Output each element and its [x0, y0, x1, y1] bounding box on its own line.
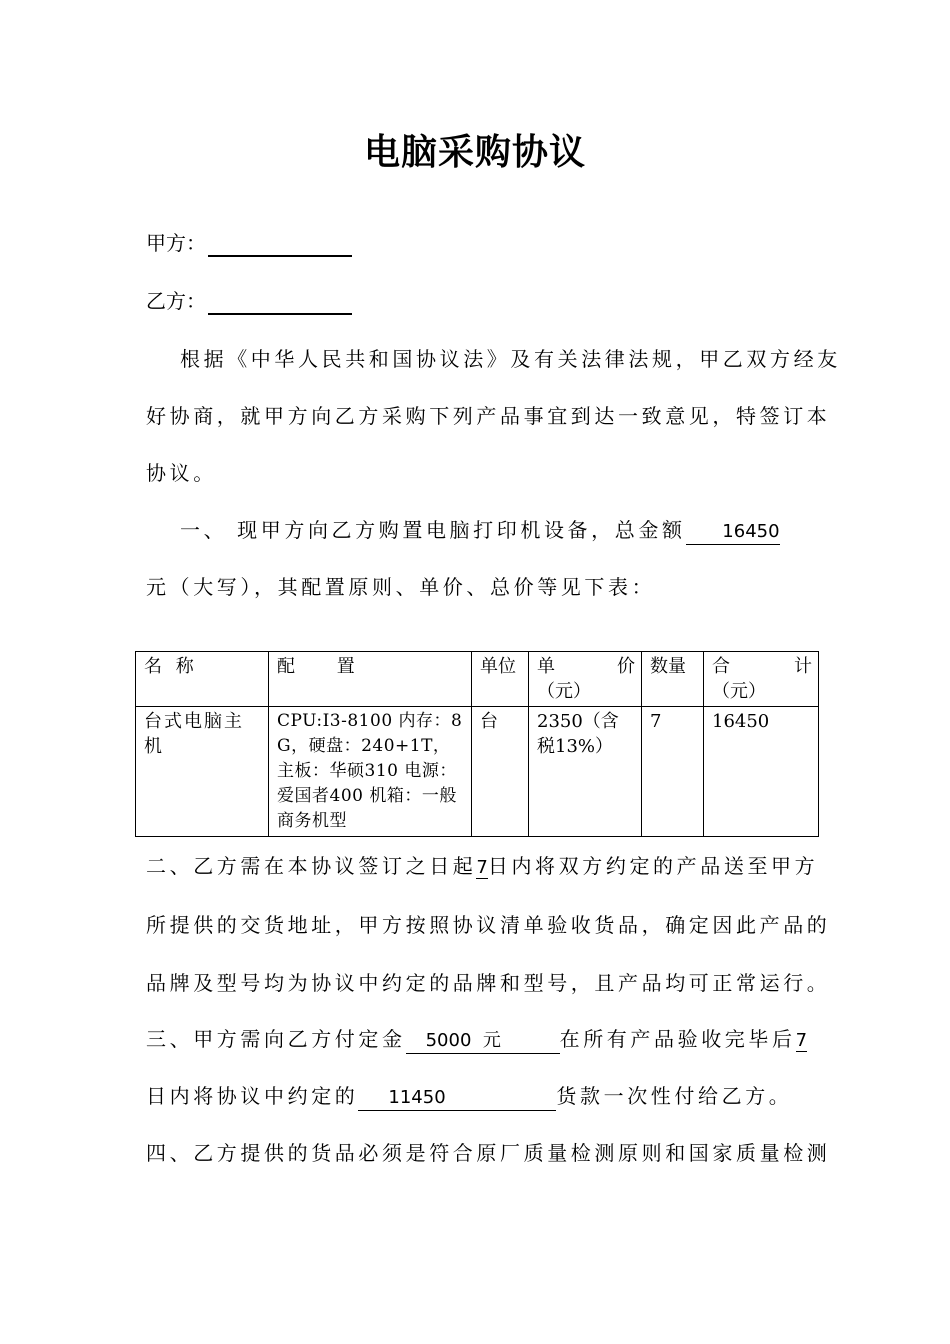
- party-a-line: [146, 229, 808, 257]
- cell-total: 16450: [704, 707, 819, 837]
- cell-config: CPU:I3-8100 内存：8G，硬盘：240+1T，主板：华硕310 电源：爱国者400 机箱：一般商务机型: [269, 707, 472, 837]
- clause2-line-1: [146, 852, 819, 882]
- intro-line-1: 根据《中华人民共和国协议法》及有关法律法规，甲乙双方经友: [180, 347, 841, 371]
- header-unit-price-sub: （元）: [537, 681, 591, 702]
- clause3-balance-amount: 11450: [358, 1086, 556, 1111]
- clause2-days: 7: [476, 857, 488, 878]
- header-unit: 单位: [472, 652, 529, 707]
- clause3-part1: 三、甲方需向乙方付定金: [146, 1027, 406, 1051]
- clause1-line-1: [146, 516, 808, 545]
- clause2-part2: 日内将双方约定的产品送至甲方: [487, 854, 819, 878]
- clause1-prefix: 一、 现甲方向乙方购置电脑打印机设备，总金额: [180, 518, 686, 542]
- party-a-blank[interactable]: [208, 233, 352, 257]
- cell-unit-price: 2350（含税13%）: [529, 707, 642, 837]
- product-spec-table: [135, 651, 819, 837]
- clause2-line-2: 所提供的交货地址，甲方按照协议清单验收货品，确定因此产品的: [146, 913, 831, 937]
- party-b-line: [146, 287, 808, 315]
- clause2-line-3: 品牌及型号均为协议中约定的品牌和型号，且产品均可正常运行。: [146, 971, 831, 995]
- clause3-deposit-amount: 5000 元: [406, 1029, 560, 1054]
- header-name: 名 称: [136, 652, 269, 707]
- clause1-total-amount: 16450: [686, 520, 780, 545]
- party-a-label: 甲方：: [146, 231, 206, 255]
- header-config: 配 置: [269, 652, 472, 707]
- clause3-line-1: [146, 1025, 808, 1055]
- clause4-line-1: 四、乙方提供的货品必须是符合原厂质量检测原则和国家质量检测: [146, 1141, 831, 1165]
- intro-line-3: 协议。: [146, 461, 217, 485]
- clause3-part2: 在所有产品验收完毕后: [559, 1027, 796, 1051]
- clause3-line-2: [146, 1082, 808, 1111]
- party-b-label: 乙方：: [146, 289, 206, 313]
- document-title: 电脑采购协议: [363, 132, 586, 173]
- clause1-line-2: 元（大写），其配置原则、单价、总价等见下表：: [146, 575, 656, 599]
- cell-qty: 7: [642, 707, 704, 837]
- clause3-line2-part1: 日内将协议中约定的: [146, 1084, 359, 1108]
- header-unit-price-label: 单 价: [537, 656, 635, 677]
- header-total: [704, 652, 819, 707]
- clause2-part1: 二、乙方需在本协议签订之日起: [146, 854, 477, 878]
- clause3-line2-part2: 货款一次性付给乙方。: [556, 1084, 793, 1108]
- cell-name: 台式电脑主机: [136, 707, 269, 837]
- clause3-days: 7: [795, 1030, 808, 1051]
- header-total-sub: （元）: [712, 681, 766, 702]
- table-row: [136, 707, 819, 837]
- intro-line-2: 好协商，就甲方向乙方采购下列产品事宜到达一致意见，特签订本: [146, 404, 831, 428]
- party-b-blank[interactable]: [208, 291, 352, 315]
- cell-unit: 台: [472, 707, 529, 837]
- header-total-label: 合 计: [712, 656, 812, 677]
- table-header-row: [136, 652, 819, 707]
- header-qty: 数量: [642, 652, 704, 707]
- header-unit-price: [529, 652, 642, 707]
